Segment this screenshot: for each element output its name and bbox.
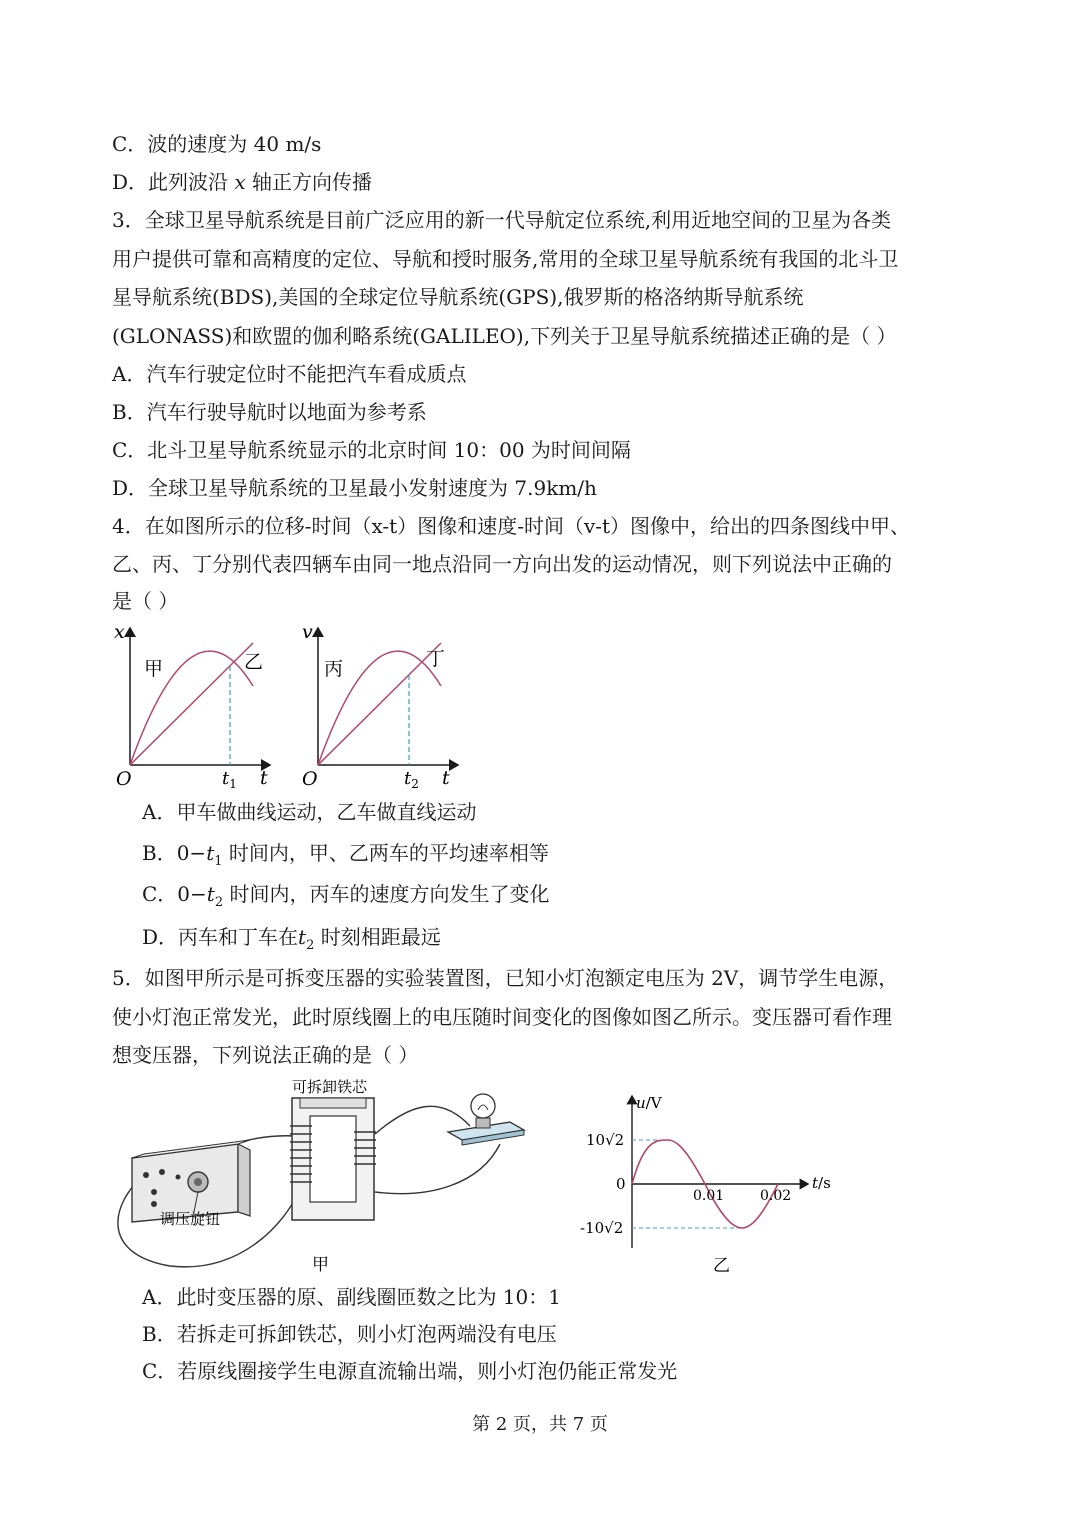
q4-option-d: D．丙车和丁车在$t_2$ 时刻相距最远 — [142, 925, 441, 953]
q3-option-d: D．全球卫星导航系统的卫星最小发射速度为 7.9km/h — [112, 476, 597, 500]
q4-option-b: B．$0-t_1$ 时间内，甲、乙两车的平均速率相等 — [142, 841, 549, 869]
q3-option-b: B．汽车行驶导航时以地面为参考系 — [112, 400, 427, 424]
q5-stem-line: 使小灯泡正常发光，此时原线圈上的电压随时间变化的图像如图乙所示。变压器可看作理 — [112, 1005, 892, 1029]
q3-option-c: C．北斗卫星导航系统显示的北京时间 10：00 为时间间隔 — [112, 438, 631, 462]
iron-core — [292, 1098, 374, 1220]
q4-option-a: A．甲车做曲线运动，乙车做直线运动 — [142, 800, 477, 824]
y-top-label: 10√2 — [586, 1131, 625, 1149]
q2-option-c: C．波的速度为 40 m/s — [112, 132, 322, 156]
transformer-apparatus-figure — [110, 1074, 540, 1284]
q3-stem-line: 用户提供可靠和高精度的定位、导航和授时服务,常用的全球卫星导航系统有我国的北斗卫 — [112, 247, 899, 271]
xt-graph — [108, 618, 278, 790]
voltage-time-graph — [570, 1088, 850, 1278]
x-tick-label: 0.02 — [760, 1188, 792, 1204]
q3-stem-line: (GLONASS)和欧盟的伽利略系统(GALILEO),下列关于卫星导航系统描述正确的是（ ） — [112, 324, 897, 348]
y-bottom-label: -10√2 — [580, 1219, 624, 1237]
q3-stem-line: 3．全球卫星导航系统是目前广泛应用的新一代导航定位系统,利用近地空间的卫星为各类 — [112, 208, 892, 232]
q5-option-b: B．若拆走可拆卸铁芯，则小灯泡两端没有电压 — [142, 1322, 557, 1346]
figure-caption-yi: 乙 — [713, 1256, 730, 1276]
q4-stem-line: 是（ ） — [112, 589, 179, 613]
line-label-yi: 乙 — [244, 651, 264, 673]
tick-label-t2: $t_2$ — [404, 768, 419, 790]
x-axis-label: t — [442, 767, 450, 789]
q5-option-a: A．此时变压器的原、副线圈匝数之比为 10：1 — [142, 1285, 561, 1309]
q3-option-a: A．汽车行驶定位时不能把汽车看成质点 — [112, 362, 467, 386]
wire — [375, 1106, 470, 1134]
core-label: 可拆卸铁芯 — [292, 1078, 368, 1096]
origin-label: O — [116, 768, 132, 790]
x-tick-label: 0.01 — [693, 1188, 725, 1204]
u-axis-label: u/V — [636, 1094, 662, 1112]
q5-stem-line: 想变压器，下列说法正确的是（ ） — [112, 1043, 419, 1067]
curve-label-jia: 甲 — [144, 658, 164, 680]
q2-option-d: D．此列波沿 x 轴正方向传播 — [112, 170, 373, 194]
t-axis-label: t/s — [812, 1174, 831, 1192]
figure-caption-jia: 甲 — [312, 1255, 329, 1275]
knob-label: 调压旋钮 — [160, 1210, 221, 1228]
x-axis-label: t — [260, 767, 268, 789]
origin-label: 0 — [616, 1175, 626, 1193]
vt-graph — [296, 618, 466, 790]
page-footer: 第 2 页，共 7 页 — [472, 1414, 608, 1435]
q5-stem-line: 5．如图甲所示是可拆变压器的实验装置图，已知小灯泡额定电压为 2V，调节学生电源， — [112, 966, 899, 990]
y-axis-label: v — [302, 621, 313, 643]
origin-label: O — [302, 768, 318, 790]
q4-stem-line: 乙、丙、丁分别代表四辆车由同一地点沿同一方向出发的运动情况，则下列说法中正确的 — [112, 552, 892, 576]
line-label-ding: 丁 — [426, 648, 446, 670]
q4-stem-line: 4．在如图所示的位移-时间（x-t）图像和速度-时间（v-t）图像中，给出的四条图线中甲、 — [112, 514, 911, 538]
wire — [375, 1144, 500, 1194]
curve-label-bing: 丙 — [324, 658, 344, 680]
q4-option-c: C．$0-t_2$ 时间内，丙车的速度方向发生了变化 — [142, 882, 550, 910]
tick-label-t1: $t_1$ — [222, 768, 237, 790]
lamp — [448, 1094, 524, 1145]
q5-option-c: C．若原线圈接学生电源直流输出端，则小灯泡仍能正常发光 — [142, 1359, 678, 1383]
y-axis-label: x — [114, 621, 125, 643]
q3-stem-line: 星导航系统(BDS),美国的全球定位导航系统(GPS),俄罗斯的格洛纳斯导航系统 — [112, 285, 804, 309]
